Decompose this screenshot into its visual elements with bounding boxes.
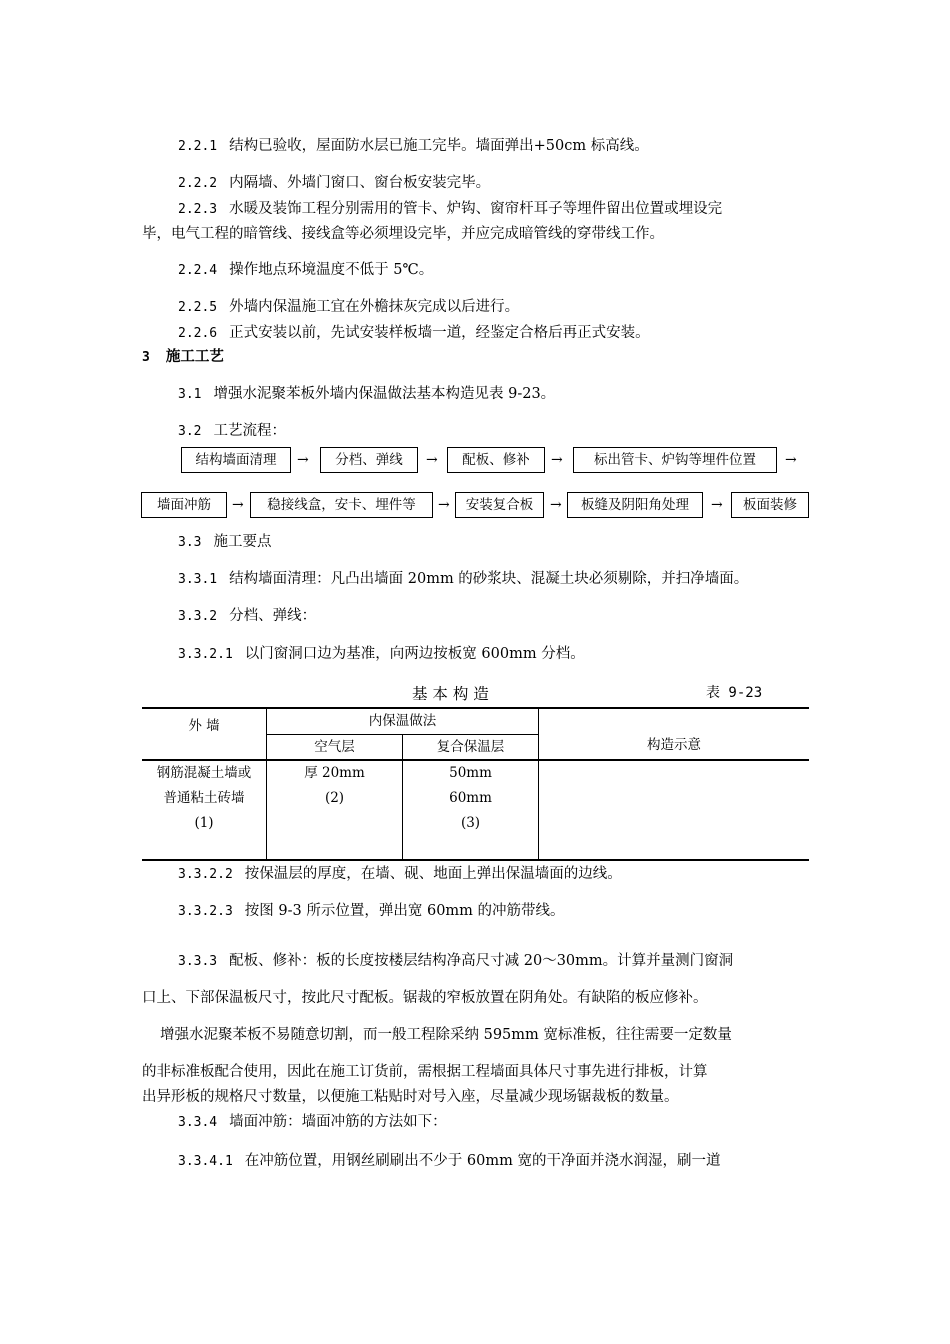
paragraph-text: 水暖及装饰工程分别需用的管卡、炉钩、窗帘杆耳子等埋件留出位置或埋设完: [229, 201, 723, 217]
paragraph-3-3-2-2: [178, 865, 622, 884]
paragraph-text: 施工要点: [213, 534, 272, 550]
section-number: 2.2.1: [178, 139, 218, 154]
paragraph-text: 外墙内保温施工宜在外檐抹灰完成以后进行。: [229, 299, 520, 315]
flow-step-joint-treatment: 板缝及阴阳角处理: [567, 492, 703, 518]
arrow-right-icon: →: [785, 452, 797, 468]
paragraph-3-3-2-3: [178, 902, 565, 921]
section-number: 3.3.2.1: [178, 647, 233, 662]
paragraph-text: 增强水泥聚苯板外墙内保温做法基本构造见表 9-23。: [213, 386, 556, 402]
paragraph-3-3-2: [178, 607, 316, 626]
paragraph-3-3-3-line1: [178, 952, 733, 971]
section-number: 2.2.3: [178, 202, 218, 217]
section-number: 3.3.2.3: [178, 904, 233, 919]
flow-step-install-board: 安装复合板: [455, 492, 544, 518]
paragraph-2-2-2: [178, 174, 490, 193]
paragraph-text: 以门窗洞口边为基准，向两边按板宽 600mm 分档。: [244, 646, 585, 662]
section-number: 3.3.4: [178, 1115, 218, 1130]
paragraph-3-3-3-line2: [142, 989, 708, 1007]
paragraph-2-2-5: [178, 298, 519, 317]
table-number: 表 9-23: [706, 685, 763, 701]
paragraph-text: 的非标准板配合使用，因此在施工订货前，需根据工程墙面具体尺寸事先进行排板，计算: [142, 1064, 708, 1080]
section-number: 3.3: [178, 535, 202, 550]
paragraph-text: 出异形板的规格尺寸数量，以便施工粘贴时对号入座，尽量减少现场锯裁板的数量。: [142, 1089, 679, 1105]
composite-thickness: 60mm: [449, 790, 492, 806]
paragraph-3-3: [178, 533, 271, 552]
paragraph-2-2-6: [178, 324, 650, 343]
flow-step-divide-mark: 分档、弹线: [320, 447, 418, 473]
paragraph-text: 结构已验收，屋面防水层已施工完毕。墙面弹出+50cm 标高线。: [229, 138, 649, 154]
flow-step-wall-ribbing: 墙面冲筋: [141, 492, 227, 518]
cell-air-layer: [267, 760, 403, 860]
flow-step-finishing: 板面装修: [731, 492, 809, 518]
section-number: 3.3.2.2: [178, 867, 233, 882]
arrow-right-icon: →: [551, 452, 563, 468]
header-insulation-method: 内保温做法: [267, 708, 539, 734]
flow-step-junction-box: 稳接线盒，安卡、埋件等: [250, 492, 433, 518]
arrow-right-icon: →: [297, 452, 309, 468]
paragraph-3-3-1: [178, 570, 748, 589]
arrow-right-icon: →: [438, 497, 450, 513]
paragraph-3-3-4-1: [178, 1152, 720, 1171]
paragraph-text: 口上、下部保温板尺寸，按此尺寸配板。锯裁的窄板放置在阴角处。有缺陷的板应修补。: [142, 990, 708, 1006]
section-number: 3.1: [178, 387, 202, 402]
arrow-right-icon: →: [711, 497, 723, 513]
composite-index: (3): [460, 815, 481, 831]
header-air-layer: 空气层: [267, 734, 403, 760]
paragraph-text: 按图 9-3 所示位置，弹出宽 60mm 的冲筋带线。: [244, 903, 565, 919]
paragraph-text: 配板、修补：板的长度按楼层结构净高尺寸减 20～30mm。计算并量测门窗洞: [229, 953, 734, 969]
section-number: 2.2.6: [178, 326, 218, 341]
air-layer-thickness: 厚 20mm: [304, 765, 365, 781]
composite-thickness: 50mm: [449, 765, 492, 781]
paragraph-2-2-3-line2: [142, 225, 664, 243]
section-number: 2.2.4: [178, 263, 218, 278]
paragraph-extra-line1: [160, 1026, 732, 1044]
paragraph-2-2-3-line1: [178, 200, 722, 219]
paragraph-text: 结构墙面清理：凡凸出墙面 20mm 的砂浆块、混凝土块必须剔除，并扫净墙面。: [229, 571, 749, 587]
paragraph-3-2: [178, 422, 286, 441]
flow-step-board-repair: 配板、修补: [447, 447, 545, 473]
paragraph-text: 工艺流程：: [213, 423, 286, 439]
section-number: 2.2.2: [178, 176, 218, 191]
paragraph-text: 毕，电气工程的暗管线、接线盒等必须埋设完毕，并应完成暗管线的穿带线工作。: [142, 226, 664, 242]
paragraph-3-3-4: [178, 1113, 447, 1132]
wall-type-line: 钢筋混凝土墙或: [156, 765, 252, 781]
paragraph-text: 按保温层的厚度，在墙、砚、地面上弹出保温墙面的边线。: [244, 866, 622, 882]
paragraph-text: 正式安装以前，先试安装样板墙一道，经鉴定合格后再正式安装。: [229, 325, 650, 341]
paragraph-extra-line3: [142, 1088, 679, 1106]
paragraph-text: 在冲筋位置，用钢丝刷刷出不少于 60mm 宽的干净面并浇水润湿，刷一道: [244, 1153, 721, 1169]
paragraph-text: 操作地点环境温度不低于 5℃。: [229, 262, 434, 278]
arrow-right-icon: →: [232, 497, 244, 513]
section-heading-3: [142, 348, 224, 367]
cell-diagram: [539, 760, 810, 860]
arrow-right-icon: →: [550, 497, 562, 513]
section-number: 3.3.1: [178, 572, 218, 587]
cell-composite-layer: [403, 760, 539, 860]
flow-step-mark-embedded: 标出管卡、炉钩等埋件位置: [573, 447, 777, 473]
header-outer-wall: 外 墙: [142, 708, 267, 760]
paragraph-2-2-1: [178, 137, 649, 156]
flow-step-wall-cleaning: 结构墙面清理: [181, 447, 291, 473]
section-number: 3.2: [178, 424, 202, 439]
section-number: 2.2.5: [178, 300, 218, 315]
section-number: 3: [142, 350, 150, 365]
air-layer-index: (2): [324, 790, 345, 806]
paragraph-extra-line2: [142, 1063, 708, 1081]
construction-table: [142, 707, 809, 861]
section-title: 施工工艺: [165, 348, 224, 365]
section-number: 3.3.4.1: [178, 1154, 233, 1169]
section-number: 3.3.2: [178, 609, 218, 624]
arrow-right-icon: →: [426, 452, 438, 468]
wall-type-line: 普通粘土砖墙: [163, 790, 245, 806]
paragraph-text: 墙面冲筋：墙面冲筋的方法如下：: [229, 1114, 447, 1130]
paragraph-text: 增强水泥聚苯板不易随意切割，而一般工程除采纳 595mm 宽标准板，往往需要一定数量: [160, 1027, 732, 1043]
paragraph-3-3-2-1: [178, 645, 585, 664]
wall-type-index: (1): [194, 815, 214, 831]
paragraph-2-2-4: [178, 261, 433, 280]
section-number: 3.3.3: [178, 954, 218, 969]
header-diagram: 构造示意: [539, 708, 810, 760]
paragraph-text: 分档、弹线：: [229, 608, 317, 624]
cell-wall-type: [142, 760, 267, 860]
paragraph-text: 内隔墙、外墙门窗口、窗台板安装完毕。: [229, 175, 491, 191]
header-composite-layer: 复合保温层: [403, 734, 539, 760]
table-title: 基 本 构 造: [412, 685, 489, 703]
paragraph-3-1: [178, 385, 555, 404]
